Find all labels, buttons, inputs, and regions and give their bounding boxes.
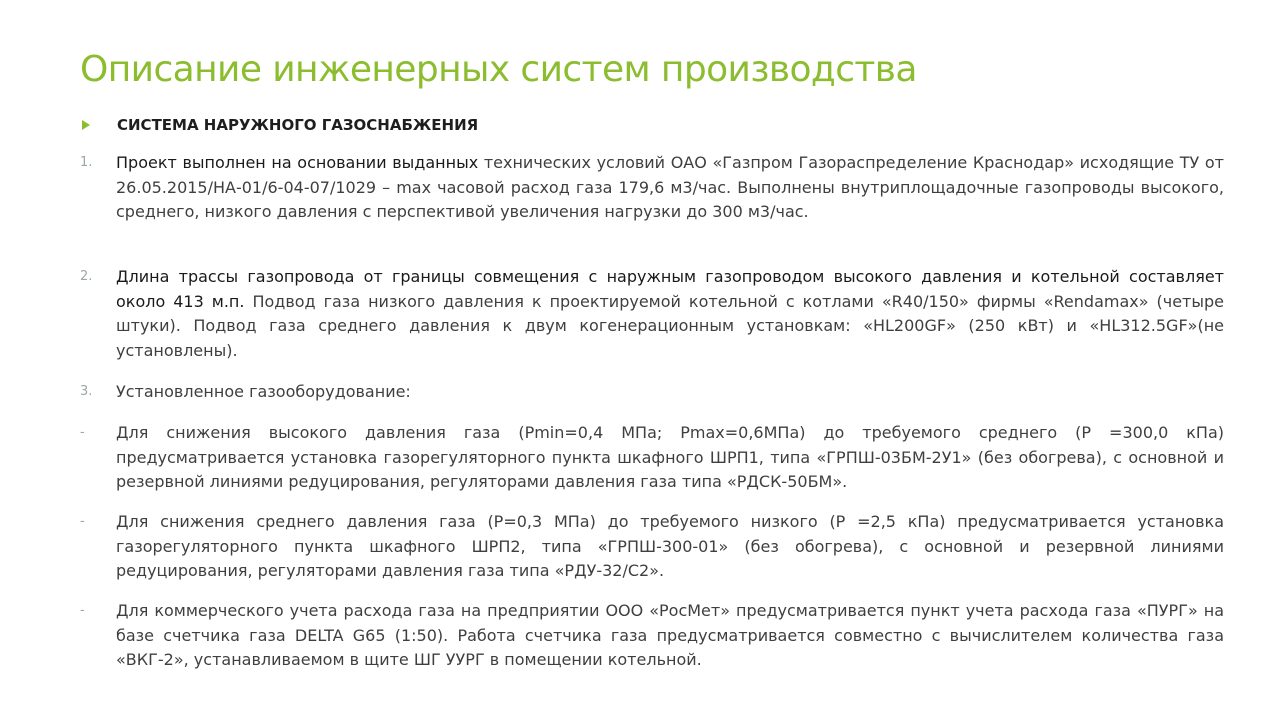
lead-text: Длина трассы газопровода от границы совмещения с наружным газопроводом высокого давления и котельной составляет около 413 м.п.	[116, 267, 1224, 311]
list-marker: 1.	[80, 155, 93, 170]
list-item	[80, 265, 1224, 363]
list-item-text	[116, 510, 1224, 584]
lead-text: Проект выполнен на основании выданных	[116, 153, 479, 172]
triangle-bullet-icon	[82, 120, 90, 130]
list-item	[80, 510, 1224, 584]
section-heading-row	[82, 116, 478, 134]
body-text: Для снижения высокого давления газа (Pmin=0,4 МПа; Pmax=0,6МПа) до требуемого среднего (Р =300,0 кПа) предусматривается установка газорегуляторного пункта шкафного ШРП1, типа «ГРПШ-03БМ-2У1» (без обогрева), с основной и резервной линиями редуцирования, регуляторами давления газа типа «РДСК-50БМ».	[116, 423, 1224, 491]
list-marker: -	[80, 514, 85, 529]
list-item	[80, 421, 1224, 495]
list-marker: -	[80, 425, 85, 440]
list-item	[80, 380, 1224, 405]
list-item-text	[116, 599, 1224, 673]
list-item	[80, 151, 1224, 225]
list-marker: 3.	[80, 384, 93, 399]
list-marker: -	[80, 603, 85, 618]
list-item-text	[116, 265, 1224, 363]
list-item-text	[116, 380, 1224, 405]
body-text: Подвод газа низкого давления к проектируемой котельной с котлами «R40/150» фирмы «Rendamax» (четыре штуки). Подвод газа среднего давления к двум когенерационным установкам: «HL200GF» (250 кВт) и «HL312.5GF»(не установлены).	[116, 291, 1224, 360]
body-text: технических условий ОАО «Газпром Газораспределение Краснодар» исходящие ТУ от 26.05.2015/НА-01/6-04-07/1029 – max часовой расход газа 179,6 м3/час. Выполнены внутриплощадочные газопроводы высокого, среднего, низкого давления с перспективой увеличения нагрузки до 300 м3/час.	[116, 153, 1224, 221]
section-heading: СИСТЕМА НАРУЖНОГО ГАЗОСНАБЖЕНИЯ	[117, 116, 479, 134]
body-text: Для коммерческого учета расхода газа на предприятии ООО «РосМет» предусматривается пункт учета расхода газа «ПУРГ» на базе счетчика газа DELTA G65 (1:50). Работа счетчика газа предусматривается совместно с вычислителем количества газа «ВКГ-2», устанавливаемом в щите ШГ УУРГ в помещении котельной.	[116, 601, 1224, 669]
slide-title: Описание инженерных систем производства	[80, 49, 917, 90]
list-marker: 2.	[80, 269, 93, 284]
list-item-text	[116, 151, 1224, 225]
body-text: Установленное газооборудование:	[116, 382, 411, 401]
list-item	[80, 599, 1224, 673]
list-item-text	[116, 421, 1224, 495]
body-text: Для снижения среднего давления газа (Р=0,3 МПа) до требуемого низкого (Р =2,5 кПа) предусматривается установка газорегуляторного пункта шкафного ШРП2, типа «ГРПШ-300-01» (без обогрева), с основной и резервной линиями редуцирования, регуляторами давления газа типа «РДУ-32/С2».	[116, 512, 1224, 580]
